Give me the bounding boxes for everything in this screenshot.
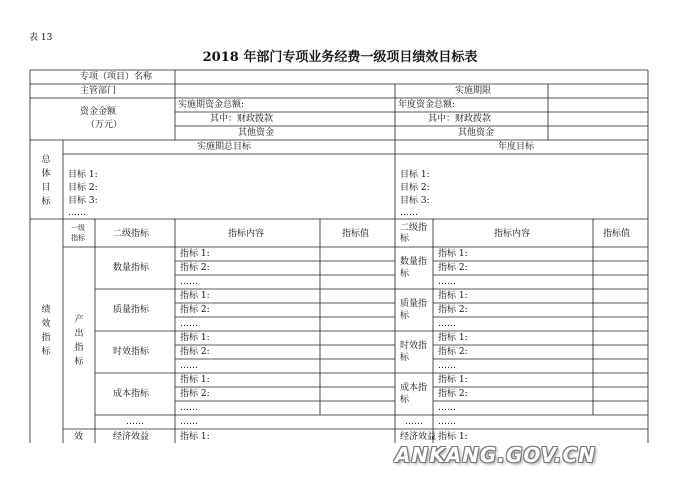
more-dots-right: …… [438, 417, 456, 427]
cost-label-right: 成本指标 [400, 383, 428, 405]
perf-indicators-label: 绩效指标 [41, 305, 51, 357]
level1-header: 一级指标 [71, 224, 85, 242]
funds-unit-label: （万元） [86, 120, 123, 130]
other-period-label: 其他资金 [238, 128, 275, 138]
quality-dots-right: …… [438, 319, 456, 329]
content-header-right: 指标内容 [494, 229, 531, 239]
timeliness-item1-left: 指标 1: [180, 333, 210, 343]
economic-item1-left: 指标 1: [180, 432, 210, 442]
other-annual-label: 其他资金 [458, 128, 495, 138]
quality-dots-left: …… [180, 319, 198, 329]
content-header-left: 指标内容 [228, 229, 265, 239]
economic-item1-right: 指标 1: [438, 432, 468, 442]
page-title: 2018 年部门专项业务经费一级项目绩效目标表 [202, 50, 478, 65]
more-left: …… [126, 417, 144, 427]
quantity-dots-right: …… [438, 277, 456, 287]
project-name-label: 专项（项目）名称 [80, 72, 153, 82]
annual-funds-label: 年度资金总额: [398, 100, 456, 110]
quality-item2-right: 指标 2: [438, 305, 468, 315]
timeliness-label-right: 时效指标 [400, 341, 428, 363]
effect-label: 效 [74, 432, 84, 442]
quantity-item2-left: 指标 2: [180, 263, 210, 273]
annual-goal-1: 目标 1: [400, 170, 430, 180]
cost-item1-left: 指标 1: [180, 375, 210, 385]
output-indicators-label: 产出指标 [74, 315, 84, 367]
more-dots-left: …… [180, 417, 198, 427]
annual-goal-3: 目标 3: [400, 196, 430, 206]
overall-goals-label: 总体目标 [41, 155, 51, 207]
cost-dots-left: …… [180, 403, 198, 413]
period-goals-header: 实施期总目标 [197, 142, 252, 152]
quality-item1-left: 指标 1: [180, 291, 210, 301]
cost-item2-left: 指标 2: [180, 389, 210, 399]
site-watermark: ANKANG.GOV.CN [395, 443, 597, 467]
funds-label: 资金金额 [80, 107, 117, 117]
quality-label-right: 质量指标 [400, 299, 428, 321]
economic-label-left: 经济效益 [113, 432, 150, 442]
quantity-dots-left: …… [180, 277, 198, 287]
total-funds-period-label: 实施期资金总额: [178, 100, 245, 110]
value-header-right: 指标值 [603, 229, 631, 239]
value-header-left: 指标值 [342, 229, 370, 239]
quantity-item2-right: 指标 2: [438, 263, 468, 273]
economic-label-right: 经济效益 [400, 432, 437, 442]
period-goal-1: 目标 1: [68, 170, 98, 180]
cost-item1-right: 指标 1: [438, 375, 468, 385]
quality-label-left: 质量指标 [113, 305, 150, 315]
period-goal-3: 目标 3: [68, 196, 98, 206]
annual-goal-more: …… [400, 208, 418, 218]
fiscal-annual-label: 其中：财政拨款 [428, 114, 492, 124]
annual-goal-2: 目标 2: [400, 183, 430, 193]
more-right: …… [405, 417, 423, 427]
table-number: 表 13 [29, 33, 53, 43]
quality-item2-left: 指标 2: [180, 305, 210, 315]
timeliness-dots-left: …… [180, 361, 198, 371]
dept-label: 主管部门 [80, 86, 117, 96]
quantity-label-left: 数量指标 [113, 263, 150, 273]
fiscal-period-label: 其中：财政拨款 [210, 114, 274, 124]
annual-goals-header: 年度目标 [498, 142, 535, 152]
timeliness-dots-right: …… [438, 361, 456, 371]
quantity-label-right: 数量指标 [400, 257, 428, 279]
level2-header-right: 二级指标 [400, 223, 428, 244]
quality-item1-right: 指标 1: [438, 291, 468, 301]
period-label: 实施期限 [455, 86, 492, 96]
timeliness-item2-left: 指标 2: [180, 347, 210, 357]
cost-item2-right: 指标 2: [438, 389, 468, 399]
level2-header-left: 二级指标 [113, 229, 150, 239]
quantity-item1-left: 指标 1: [180, 249, 210, 259]
period-goal-more: …… [68, 208, 86, 218]
cost-label-left: 成本指标 [113, 389, 150, 399]
quantity-item1-right: 指标 1: [438, 249, 468, 259]
period-goal-2: 目标 2: [68, 183, 98, 193]
timeliness-label-left: 时效指标 [113, 347, 150, 357]
timeliness-item1-right: 指标 1: [438, 333, 468, 343]
timeliness-item2-right: 指标 2: [438, 347, 468, 357]
cost-dots-right: …… [438, 403, 456, 413]
